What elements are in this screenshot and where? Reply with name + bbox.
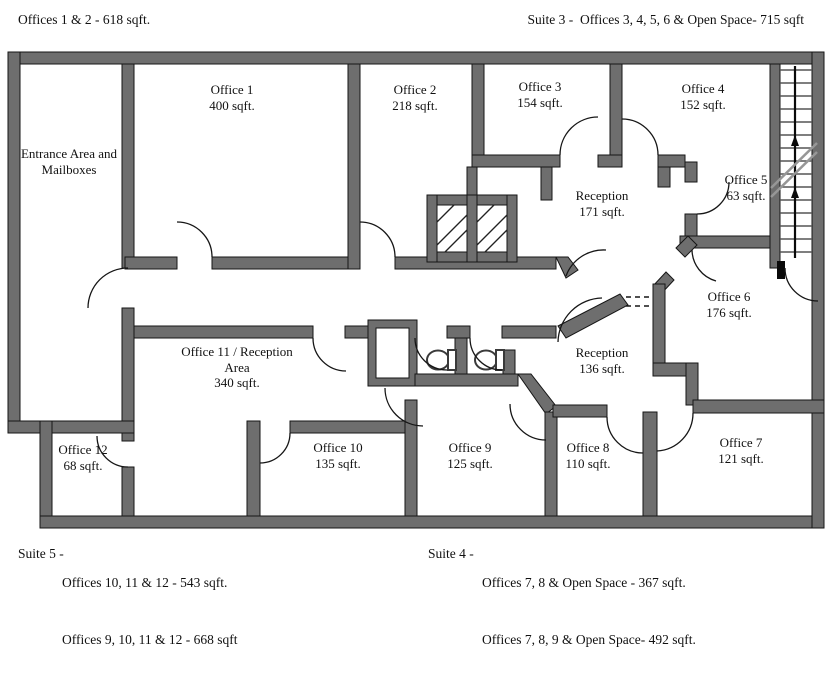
room-label-office12: Office 12 68 sqft.: [58, 442, 108, 473]
suite-4-details: [482, 535, 696, 687]
offices-1-2-annotation: Offices 1 & 2 - 618 sqft.: [18, 12, 151, 27]
room-label-office4: Office 4 152 sqft.: [680, 81, 726, 112]
suite-5-details: [62, 535, 237, 687]
room-label-office5: Office 5 63 sqft.: [724, 172, 768, 203]
room-label-reception-lower: Reception 136 sqft.: [575, 345, 629, 376]
suite-5-label: Suite 5 -: [18, 546, 64, 561]
suite-3-annotation: Suite 3 - Offices 3, 4, 5, 6 & Open Space- 715 sqft: [527, 12, 804, 27]
room-label-office6: Office 6 176 sqft.: [706, 289, 752, 320]
room-label-office3: Office 3 154 sqft.: [517, 79, 563, 110]
room-label-office2: Office 2 218 sqft.: [392, 82, 438, 113]
room-label-reception-upper: Reception 171 sqft.: [575, 188, 629, 219]
room-label-office8: Office 8 110 sqft.: [565, 440, 611, 471]
room-label-office9: Office 9 125 sqft.: [447, 440, 493, 471]
dashed-opening: [626, 297, 651, 306]
room-label-entrance: Entrance Area and Mailboxes: [20, 146, 117, 177]
room-label-office10: Office 10 135 sqft.: [313, 440, 363, 471]
room-label-office11: Office 11 / Reception Area 340 sqft.: [181, 344, 293, 390]
room-label-office1: Office 1 400 sqft.: [209, 82, 255, 113]
suite-4-line1: Offices 7, 8 & Open Space - 367 sqft.: [482, 575, 686, 590]
suite-5-line2: Offices 9, 10, 11 & 12 - 668 sqft: [62, 632, 238, 647]
suite-4-line2: Offices 7, 8, 9 & Open Space- 492 sqft.: [482, 632, 696, 647]
suite-5-line1: Offices 10, 11 & 12 - 543 sqft.: [62, 575, 228, 590]
room-label-office7: Office 7 121 sqft.: [718, 435, 764, 466]
suite-4-label: Suite 4 -: [428, 546, 474, 561]
elevator-shafts: [427, 195, 517, 262]
